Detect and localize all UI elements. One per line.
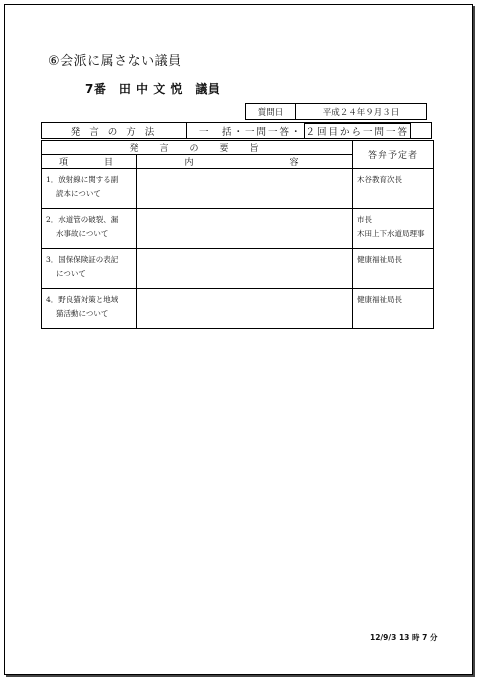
remarks-header: 発 言 の 要 旨: [42, 141, 353, 155]
answer-cell: [353, 169, 434, 209]
table-row: [42, 289, 434, 329]
item-text-line: 2．水道管の破裂、漏: [46, 215, 119, 224]
item-text-line: について: [56, 269, 86, 278]
answer-text: 健康福祉局長: [357, 295, 402, 304]
speech-method-label: 発 言 の 方 法: [42, 123, 187, 138]
speech-method-selected: ２回目から一問一答: [304, 123, 412, 139]
answer-cell: [353, 209, 434, 249]
item-text-line: 4．野良猫対策と地域: [46, 295, 119, 304]
item-header: 項 目: [42, 155, 137, 169]
answer-text: 木田上下水道局理事: [357, 229, 425, 238]
member-name: 7番 田 中 文 悦 議員: [85, 82, 221, 96]
item-text-line: 3．国保保険証の表記: [46, 255, 119, 264]
answer-cell: [353, 289, 434, 329]
content-cell: [137, 249, 353, 289]
question-date-table: [245, 103, 427, 120]
table-row: [42, 169, 434, 209]
timestamp: 12/9/3 13 時 7 分: [370, 633, 438, 642]
item-text-line: 1．放射線に関する副: [46, 175, 119, 184]
content-header: 内 容: [137, 155, 353, 169]
answer-cell: [353, 249, 434, 289]
item-cell: [42, 249, 137, 289]
item-cell: [42, 289, 137, 329]
table-row: [42, 209, 434, 249]
question-date-value: 平成２４年９月３日: [296, 104, 427, 120]
question-date-label: 質問日: [246, 104, 296, 120]
item-cell: [42, 209, 137, 249]
content-cell: [137, 209, 353, 249]
speech-method-options: [187, 123, 431, 138]
content-cell: [137, 169, 353, 209]
content-cell: [137, 289, 353, 329]
item-cell: [42, 169, 137, 209]
speech-method-row: [41, 122, 432, 139]
speech-method-option-text: 一 括・一問一答・: [199, 126, 303, 138]
answer-text: 市長: [357, 215, 372, 224]
item-text-line: 猫活動について: [56, 309, 109, 318]
remarks-table: [41, 140, 434, 329]
item-text-line: 読本について: [56, 189, 101, 198]
answer-text: 木谷教育次長: [357, 175, 402, 184]
answer-header: 答弁予定者: [353, 141, 434, 169]
table-row: [42, 249, 434, 289]
section-title: ⑥会派に属さない議員: [48, 54, 182, 69]
answer-text: 健康福祉局長: [357, 255, 402, 264]
item-text-line: 水事故について: [56, 229, 109, 238]
